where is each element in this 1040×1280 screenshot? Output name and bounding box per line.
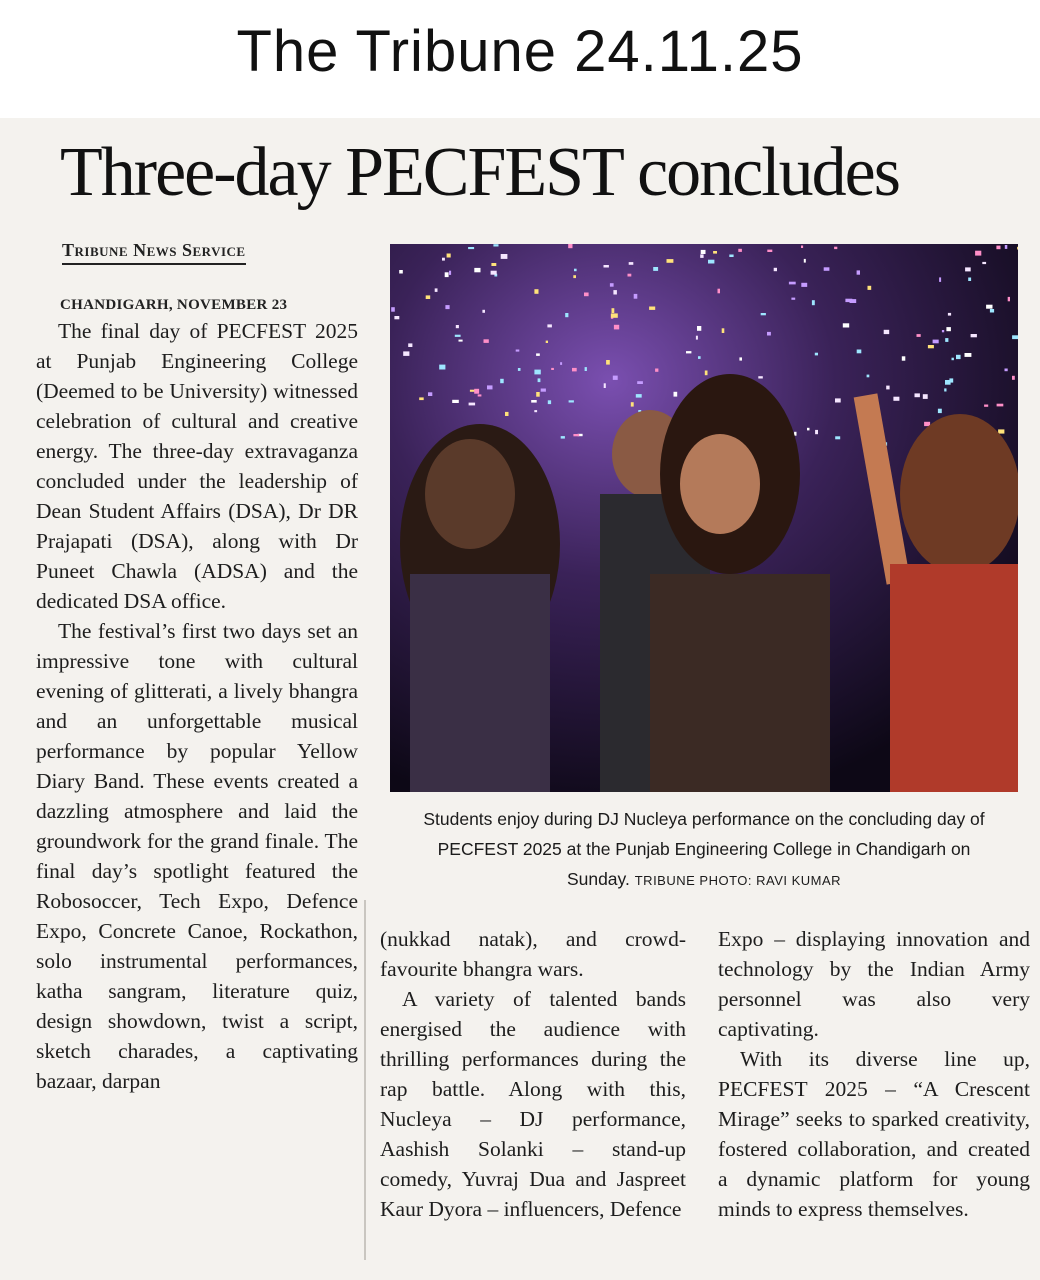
confetti-piece xyxy=(812,300,815,305)
confetti-piece xyxy=(945,380,951,385)
confetti-piece xyxy=(834,247,837,249)
confetti-piece xyxy=(944,388,946,391)
confetti-piece xyxy=(996,246,1000,250)
masthead: The Tribune 24.11.25 xyxy=(236,19,804,84)
confetti-piece xyxy=(968,278,971,282)
confetti-piece xyxy=(569,400,574,402)
confetti-piece xyxy=(613,290,617,294)
confetti-piece xyxy=(696,336,698,340)
confetti-piece xyxy=(948,313,951,316)
confetti-piece xyxy=(1008,297,1010,301)
confetti-piece xyxy=(560,362,562,365)
confetti-piece xyxy=(815,353,818,356)
confetti-piece xyxy=(738,249,742,252)
confetti-piece xyxy=(843,323,849,327)
confetti-piece xyxy=(857,350,862,354)
confetti-piece xyxy=(938,409,942,413)
article-column-2 xyxy=(380,924,686,1224)
confetti-piece xyxy=(739,357,742,360)
confetti-piece xyxy=(491,271,497,275)
paragraph: Expo – displaying innovation and technology by the Indian Army personnel was also very captivating. xyxy=(718,927,1030,1041)
confetti-piece xyxy=(391,307,395,312)
confetti-piece xyxy=(917,334,921,337)
confetti-piece xyxy=(612,308,615,313)
confetti-piece xyxy=(945,338,948,342)
confetti-piece xyxy=(1012,376,1015,380)
paragraph: The festival’s first two days set an impressive tone with cultural evening of glitterati, a lively bhangra and an unforgettable musical performance by popular Yellow Diary Band. These events created a dazzling atmosphere and laid the groundwork for the grand finale. The final day’s spotlight featured the Robosoccer, Tech Expo, Defence Expo, Concrete Canoe, Rockathon, solo instrumental performances, katha sangram, literature quiz, design showdown, twist a script, sketch charades, a captivating bazaar, darpan xyxy=(36,619,358,1093)
confetti-piece xyxy=(584,293,589,297)
confetti-piece xyxy=(942,330,944,332)
confetti-piece xyxy=(801,283,807,287)
confetti-piece xyxy=(394,316,399,319)
confetti-piece xyxy=(538,378,541,382)
confetti-piece xyxy=(604,265,609,268)
confetti-piece xyxy=(655,369,658,372)
confetti-piece xyxy=(997,404,1004,407)
crowd-photo-illustration xyxy=(390,244,1018,792)
confetti-piece xyxy=(789,282,796,285)
confetti-piece xyxy=(835,436,840,439)
confetti-piece xyxy=(501,254,508,259)
confetti-piece xyxy=(774,268,777,271)
confetti-piece xyxy=(573,275,576,278)
confetti-piece xyxy=(536,392,540,397)
confetti-piece xyxy=(700,254,703,258)
photo-credit: TRIBUNE PHOTO: RAVI KUMAR xyxy=(634,873,842,888)
confetti-piece xyxy=(474,268,480,272)
confetti-piece xyxy=(613,376,618,380)
confetti-piece xyxy=(469,403,476,406)
confetti-piece xyxy=(965,353,972,357)
confetti-piece xyxy=(478,394,482,396)
column-rule xyxy=(364,900,366,1260)
confetti-piece xyxy=(551,368,554,370)
confetti-piece xyxy=(634,294,638,299)
confetti-piece xyxy=(531,400,537,403)
paragraph: (nukkad natak), and crowd-favourite bhangra wars. xyxy=(380,927,686,981)
confetti-piece xyxy=(824,267,830,271)
confetti-piece xyxy=(445,305,449,309)
confetti-piece xyxy=(449,271,451,275)
confetti-piece xyxy=(468,247,474,249)
confetti-piece xyxy=(491,263,496,266)
confetti-piece xyxy=(1017,247,1018,250)
confetti-piece xyxy=(629,262,634,265)
confetti-piece xyxy=(426,295,431,299)
confetti-piece xyxy=(767,332,771,336)
confetti-piece xyxy=(435,288,438,292)
confetti-piece xyxy=(536,353,540,356)
confetti-piece xyxy=(428,392,432,396)
confetti-piece xyxy=(708,260,714,264)
confetti-piece xyxy=(653,267,658,271)
confetti-piece xyxy=(998,429,1004,433)
confetti-piece xyxy=(439,365,445,370)
confetti-piece xyxy=(447,254,451,258)
confetti-piece xyxy=(636,394,642,398)
confetti-piece xyxy=(534,370,540,375)
confetti-piece xyxy=(946,327,951,331)
confetti-piece xyxy=(975,251,981,256)
confetti-piece xyxy=(815,430,818,434)
confetti-piece xyxy=(956,355,961,359)
concert-photo xyxy=(390,244,1018,792)
photo-caption xyxy=(404,804,1004,896)
confetti-piece xyxy=(610,283,614,287)
confetti-piece xyxy=(807,428,810,431)
confetti-piece xyxy=(990,309,994,313)
confetti-piece xyxy=(484,339,489,343)
confetti-piece xyxy=(804,259,806,263)
confetti-piece xyxy=(516,350,520,352)
headline: Three-day PECFEST concludes xyxy=(60,134,899,211)
confetti-piece xyxy=(585,367,587,371)
confetti-piece xyxy=(718,289,721,294)
confetti-piece xyxy=(573,434,579,436)
confetti-piece xyxy=(572,368,577,372)
confetti-piece xyxy=(574,269,577,272)
confetti-piece xyxy=(493,244,498,246)
confetti-piece xyxy=(686,351,691,353)
confetti-piece xyxy=(952,358,954,361)
confetti-piece xyxy=(399,270,403,274)
byline: Tribune News Service xyxy=(62,240,246,265)
confetti-piece xyxy=(456,325,459,328)
confetti-piece xyxy=(857,270,860,274)
article-column-1 xyxy=(36,316,358,1096)
confetti-piece xyxy=(965,267,971,271)
confetti-piece xyxy=(474,389,479,394)
confetti-piece xyxy=(1012,335,1018,339)
confetti-piece xyxy=(547,324,552,327)
confetti-piece xyxy=(606,360,610,365)
confetti-piece xyxy=(611,313,618,317)
confetti-piece xyxy=(729,255,733,258)
confetti-piece xyxy=(455,335,461,337)
confetti-piece xyxy=(534,289,538,294)
confetti-piece xyxy=(886,386,889,390)
confetti-piece xyxy=(541,389,546,392)
confetti-piece xyxy=(548,400,551,404)
confetti-piece xyxy=(713,251,717,254)
confetti-piece xyxy=(923,394,928,399)
confetti-piece xyxy=(403,351,409,356)
confetti-piece xyxy=(928,345,934,348)
confetti-piece xyxy=(452,400,459,403)
confetti-piece xyxy=(614,325,619,330)
confetti-piece xyxy=(649,307,655,310)
paragraph: A variety of talented bands energised the audience with thrilling performances during the rap battle. Along with this, Nucleya – DJ performance, Aashish Solanki – stand-up comedy, Yuvraj Dua and Jaspreet Kaur Dyora – influencers, Defence xyxy=(380,987,686,1221)
confetti-piece xyxy=(487,385,493,389)
confetti-piece xyxy=(419,397,424,400)
confetti-piece xyxy=(722,328,725,333)
confetti-piece xyxy=(482,310,485,313)
confetti-piece xyxy=(767,250,772,252)
dateline: CHANDIGARH, NOVEMBER 23 xyxy=(60,297,288,313)
confetti-piece xyxy=(884,330,890,334)
confetti-piece xyxy=(546,341,548,343)
confetti-piece xyxy=(568,244,572,248)
paragraph: With its diverse line up, PECFEST 2025 – “A Crescent Mirage” seeks to sparked creativity, fostered collaboration, and created a dynamic platform for young minds to express themselves. xyxy=(718,1047,1030,1221)
confetti-piece xyxy=(667,259,674,263)
confetti-piece xyxy=(984,405,988,407)
confetti-piece xyxy=(637,381,643,384)
confetti-piece xyxy=(982,262,986,264)
confetti-piece xyxy=(902,356,906,360)
confetti-piece xyxy=(835,398,841,402)
confetti-piece xyxy=(939,277,941,282)
confetti-piece xyxy=(867,375,870,378)
confetti-piece xyxy=(698,356,701,359)
confetti-piece xyxy=(500,379,504,383)
confetti-piece xyxy=(518,368,521,371)
confetti-piece xyxy=(933,340,939,344)
confetti-piece xyxy=(915,393,920,397)
confetti-piece xyxy=(758,376,763,378)
confetti-piece xyxy=(845,299,852,302)
confetti-piece xyxy=(442,258,445,261)
confetti-piece xyxy=(459,340,463,342)
confetti-piece xyxy=(408,343,412,347)
confetti-piece xyxy=(561,436,565,439)
confetti-piece xyxy=(631,402,634,406)
confetti-piece xyxy=(565,313,568,317)
confetti-piece xyxy=(1005,245,1008,249)
confetti-piece xyxy=(701,250,706,254)
confetti-piece xyxy=(893,397,899,401)
article-column-3 xyxy=(718,924,1030,1224)
confetti-piece xyxy=(697,326,701,331)
confetti-piece xyxy=(534,410,537,412)
caption-text: Students enjoy during DJ Nucleya performance on the concluding day of PECFEST 2025 at the Punjab Engineering College in Chandigarh on Sunday. xyxy=(423,809,985,889)
confetti-piece xyxy=(801,246,803,249)
confetti-piece xyxy=(604,383,606,388)
confetti-piece xyxy=(761,313,766,315)
confetti-piece xyxy=(868,286,872,290)
confetti-piece xyxy=(1005,369,1008,372)
confetti-piece xyxy=(445,272,449,277)
confetti-piece xyxy=(505,412,509,416)
confetti-piece xyxy=(628,274,632,277)
confetti-piece xyxy=(971,334,977,337)
confetti-piece xyxy=(674,392,678,397)
paragraph: The final day of PECFEST 2025 at Punjab Engineering College (Deemed to be University) witnessed celebration of cultural and creative energy. The three-day extravaganza concluded under the leadership of Dean Student Affairs (DSA), Dr DR Prajapati (DSA), along with Dr Puneet Chawla (ADSA) and the dedicated DSA office. xyxy=(36,319,358,613)
confetti-piece xyxy=(705,371,708,376)
confetti-piece xyxy=(986,305,992,309)
confetti-piece xyxy=(791,298,795,300)
